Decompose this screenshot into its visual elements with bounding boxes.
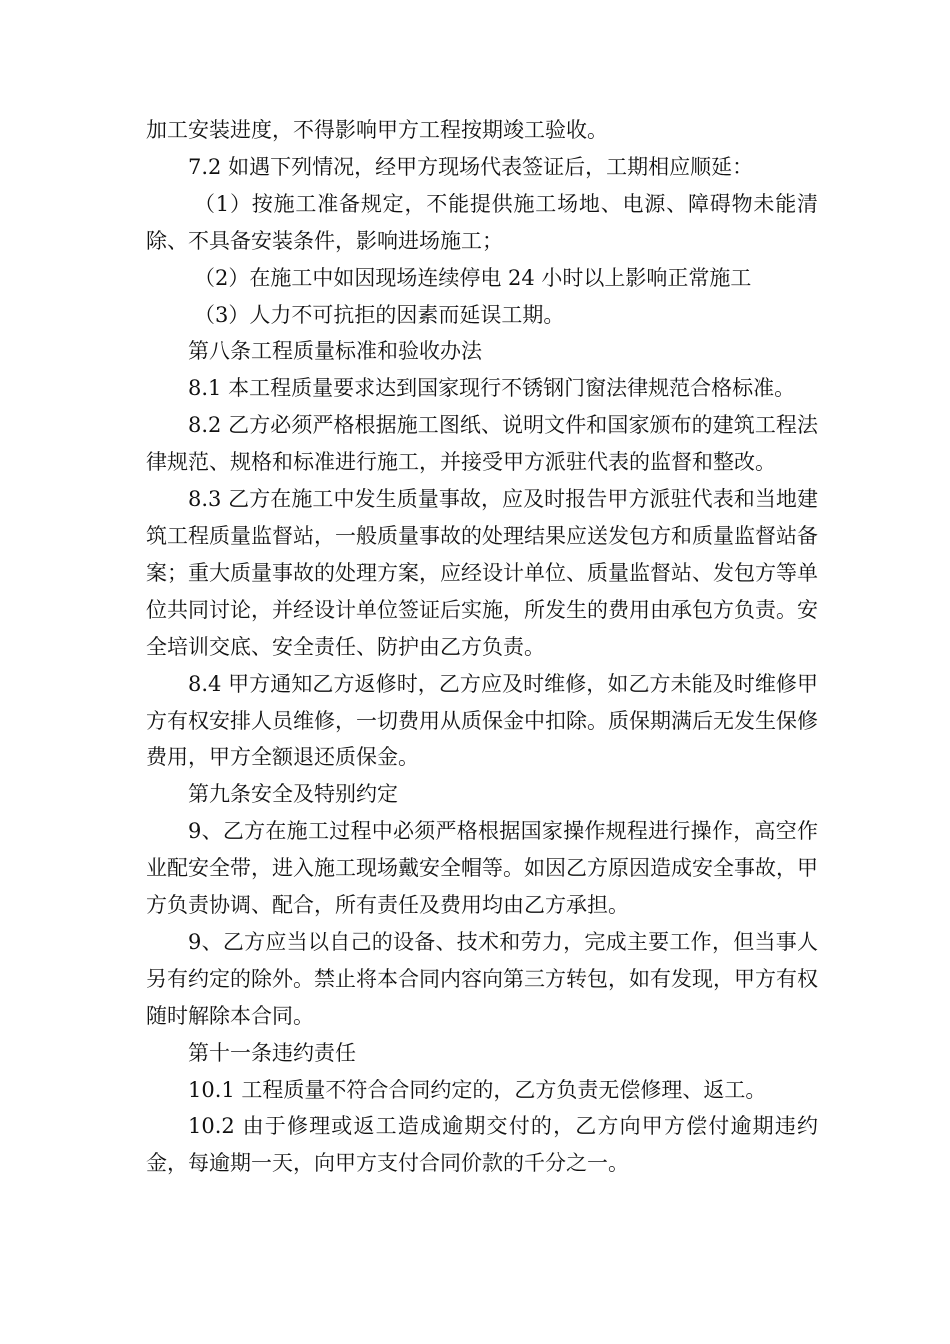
- clause-8-4: 8.4 甲方通知乙方返修时，乙方应及时维修，如乙方未能及时维修甲方有权安排人员维修，一切费用从质保金中扣除。质保期满后无发生保修费用，甲方全额退还质保金。: [146, 671, 818, 770]
- clause-9-subcontract: 9、乙方应当以自己的设备、技术和劳力，完成主要工作，但当事人另有约定的除外。禁止将本合同内容向第三方转包，如有发现，甲方有权随时解除本合同。: [146, 929, 818, 1028]
- clause-8-3: 8.3 乙方在施工中发生质量事故，应及时报告甲方派驻代表和当地建筑工程质量监督站，一般质量事故的处理结果应送发包方和质量监督站备案；重大质量事故的处理方案，应经设计单位、质量监督站、发包方等单位共同讨论，并经设计单位签证后实施，所发生的费用由承包方负责。安全培训交底、安全责任、防护由乙方负责。: [146, 487, 818, 659]
- article-11-heading: 第十一条违约责任: [188, 1040, 356, 1065]
- clause-7-2-item-3: （3）人力不可抗拒的因素而延误工期。: [194, 302, 565, 327]
- document-body: [146, 112, 818, 1182]
- clause-7-2-item-2: （2）在施工中如因现场连续停电 24 小时以上影响正常施工: [194, 265, 752, 290]
- article-8-heading: 第八条工程质量标准和验收办法: [188, 339, 482, 364]
- clause-8-2: 8.2 乙方必须严格根据施工图纸、说明文件和国家颁布的建筑工程法律规范、规格和标准进行施工，并接受甲方派驻代表的监督和整改。: [146, 413, 818, 475]
- article-9-heading: 第九条安全及特别约定: [188, 782, 398, 807]
- clause-8-1: 8.1 本工程质量要求达到国家现行不锈钢门窗法律规范合格标准。: [188, 376, 796, 401]
- clause-7-2-item-1: （1）按施工准备规定，不能提供施工场地、电源、障碍物未能清除、不具备安装条件，影响进场施工；: [146, 191, 818, 253]
- clause-9-safety: 9、乙方在施工过程中必须严格根据国家操作规程进行操作，高空作业配安全带，进入施工现场戴安全帽等。如因乙方原因造成安全事故，甲方负责协调、配合，所有责任及费用均由乙方承担。: [146, 819, 818, 918]
- paragraph-continuation: 加工安装进度，不得影响甲方工程按期竣工验收。: [146, 118, 608, 142]
- clause-7-2: 7.2 如遇下列情况，经甲方现场代表签证后，工期相应顺延：: [188, 154, 754, 179]
- clause-10-2: 10.2 由于修理或返工造成逾期交付的，乙方向甲方偿付逾期违约金，每逾期一天，向甲方支付合同价款的千分之一。: [146, 1114, 818, 1176]
- clause-10-1: 10.1 工程质量不符合合同约定的，乙方负责无偿修理、返工。: [188, 1077, 767, 1102]
